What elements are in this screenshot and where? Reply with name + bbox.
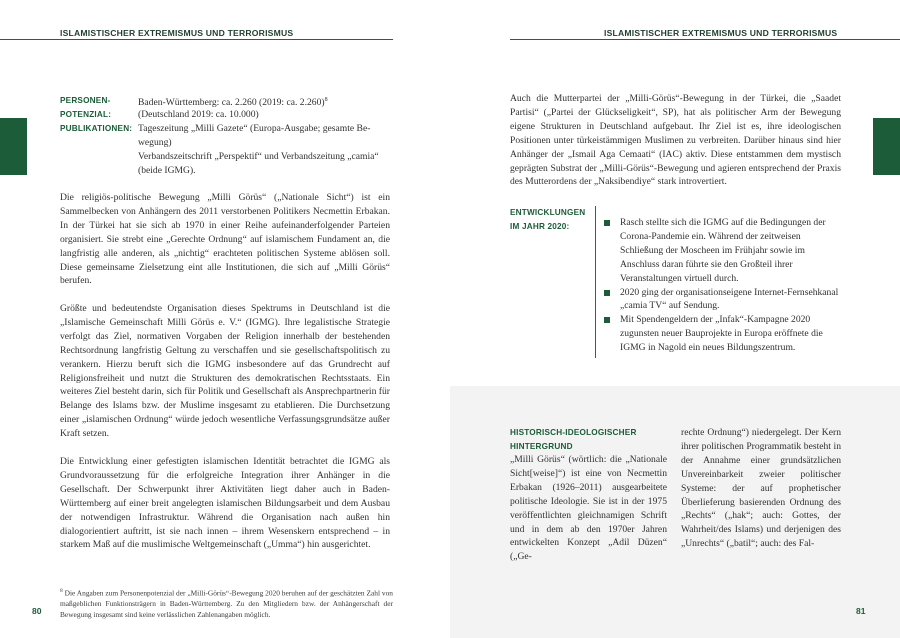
publikationen-line-1: Tageszeitung „Milli Gazete“ (Europa-Ausgabe; gesamte Be- <box>138 123 371 134</box>
personen-value-1: Baden-Württemberg: ca. 2.260 (2019: ca. 2.260)$^8$ <box>138 97 328 109</box>
background-column-2: rechte Ordnung“) niedergelegt. Der Kern ihrer politischen Programmatik besteht in der Annahme einer grundsätzlichen Unvereinbarkeit zweier politischer Systeme: der auf prophetischer Überlieferung basierenden Ordnung des „Rechts“ („hak“; auch: Gottes, der Wahrheit/des Islams) und derjenigen des „Unrechts“ („batil“; auch: des Fal- <box>681 427 841 550</box>
list-item: 2020 ging der organisationseigene Internet-Fernsehkanal „camia TV“ auf Sendung. <box>596 286 842 314</box>
publikationen-label: PUBLIKATIONEN: <box>60 124 133 133</box>
running-header-right: ISLAMISTISCHER EXTREMISMUS UND TERRORISMUS <box>604 28 838 38</box>
potenzial-label: POTENZIAL: <box>60 110 112 119</box>
publikationen-line-2: wegung) <box>138 136 172 148</box>
bullet-square-icon <box>604 317 610 323</box>
header-rule-right <box>510 39 900 40</box>
list-item: Mit Spendengeldern der „Infak“-Kampagne 2020 zugunsten neuer Bauprojekte in Europa eröffnete die IGMG in Nagold ein neues Bildungszentrum. <box>596 313 842 355</box>
footnote: $^8$ Die Angaben zum Personenpotenzial der „Milli-Görüs“-Bewegung 2020 beruhen auf der geschätzten Zahl von maßgeblichen Funktionsträgern in Baden-Württemberg. Zu den Mitgliedern bzw. der Anhängerschaft der Bewegung insgesamt sind keine verlässlichen Zahlenangaben möglich. <box>60 588 393 619</box>
footnote-ref: 8 <box>324 97 328 103</box>
page-number-left: 80 <box>32 606 42 616</box>
page-number-right: 81 <box>856 606 866 616</box>
list-item: Rasch stellte sich die IGMG auf die Bedingungen der Corona-Pandemie ein. Während der zeitweisen Schließung der Moscheen im Frühjahr sowie im Anschluss daran führte sie den Großteil ihrer Veranstaltungen virtuell durch. <box>596 216 842 286</box>
historisch-label: HISTORISCH-IDEOLOGISCHER HINTERGRUND <box>510 428 637 451</box>
chapter-tab-left <box>0 118 27 175</box>
personen-value-2: (Deutschland 2019: ca. 10.000) <box>138 109 259 120</box>
publikationen-line-3: Verbandszeitschrift „Perspektif“ und Verbandszeitung „camia“ <box>138 150 379 162</box>
personen-label: PERSONEN- <box>60 96 111 105</box>
bullet-square-icon <box>604 220 610 226</box>
publikationen-row <box>60 122 390 178</box>
background-column-1: „Milli Görüs“ (wörtlich: die „Nationale Sicht[weise]“) ist eine von Necmettin Erbakan (1926–2011) ausgearbeitete politische Ideologie. Sie ist in der 1975 veröffentlichten gleichnamigen Schrift und in dem ab den 1970er Jahren entwickelten Konzept „Adil Düzen“ („Ge- <box>510 454 667 563</box>
entwicklungen-label: ENTWICKLUNGEN IM JAHR 2020: <box>510 208 586 231</box>
publikationen-line-4: (beide IGMG). <box>138 164 196 176</box>
left-paragraph-2: Größte und bedeutendste Organisation dieses Spektrums in Deutschland ist die „Islamische Gemeinschaft Milli Görüs e. V.“ (IGMG). Ihre legalistische Strategie verfolgt das Ziel, normativen Vorgaben der Religion innerhalb der bestehenden Rechtsordnung langfristig Geltung zu verschaffen und sie gesellschaftspolitisch zu verankern. Hierzu beruft sich die IGMG insbesondere auf das Grundrecht auf Religionsfreiheit und nutzt die Strukturen des demokratischen Rechtsstaats. Ein weiteres Ziel besteht darin, sich für Politik und Gesellschaft als Ansprechpartnerin für Belange des Islams bzw. der Muslime insgesamt zu etablieren. Die Durchsetzung einer „islamischen Ordnung“ würde jedoch wesentliche Verfassungsgrundsätze außer Kraft setzen. <box>60 303 390 440</box>
entwicklungen-list <box>596 216 842 355</box>
header-rule-left <box>0 39 393 40</box>
running-header-left: ISLAMISTISCHER EXTREMISMUS UND TERRORISMUS <box>60 28 294 38</box>
potenzial-row <box>60 108 259 122</box>
bullet-square-icon <box>604 290 610 296</box>
right-paragraph-1: Auch die Mutterpartei der „Milli-Görüs“-Bewegung in der Türkei, die „Saadet Partisi“ („Partei der Glückseligkeit“, SP), hat als politischer Arm der Bewegung eigene Strukturen in Deutschland aufgebaut. Ihr Ziel ist es, ihre ideologischen Positionen unter türkeistämmigen Muslimen zu verbreiten. Darüber hinaus sind hier Anhänger der „Ismail Aga Cemaati“ (IAC) aktiv. Diese entstammen dem mystisch geprägten Substrat der „Milli-Görüs“-Bewegung und agieren entsprechend der Praxis des Mutterordens der „Naksibendiye“ stark introvertiert. <box>510 93 841 188</box>
chapter-tab-right <box>873 118 900 175</box>
left-paragraph-1: Die religiös-politische Bewegung „Milli Görüs“ („Nationale Sicht“) ist ein Sammelbecken von Anhängern des 2011 verstorbenen Politikers Necmettin Erbakan. In der Türkei hat sie sich ab 1970 in einer Reihe aufeinanderfolgender Parteien organisiert. Sie strebt eine „Gerechte Ordnung“ auf islamischem Fundament an, die langfristig alle anderen, als „nichtig“ erachteten politischen Systeme ablösen soll. Diese gemeinsame Zielsetzung eint alle Institutionen, die sich auf „Milli Görüs“ berufen. <box>60 192 390 287</box>
publikationen-value <box>138 122 390 178</box>
left-paragraph-3: Die Entwicklung einer gefestigten islamischen Identität betrachtet die IGMG als Grundvoraussetzung für die erfolgreiche Integration ihrer Anhänger in die Gesellschaft. Der Schwerpunkt ihrer Aktivitäten liegt daher auch in Baden-Württemberg auf einer breit angelegten islamischen Bildungsarbeit und dem Ausbau der notwendigen Infrastruktur. Während die Organisation nach außen hin dialogorientiert auftritt, ist sie nach innen – ihrem Wesenskern entsprechend – in starkem Maß auf die muslimische Weltgemeinschaft („Umma“) hin ausgerichtet. <box>60 456 390 551</box>
